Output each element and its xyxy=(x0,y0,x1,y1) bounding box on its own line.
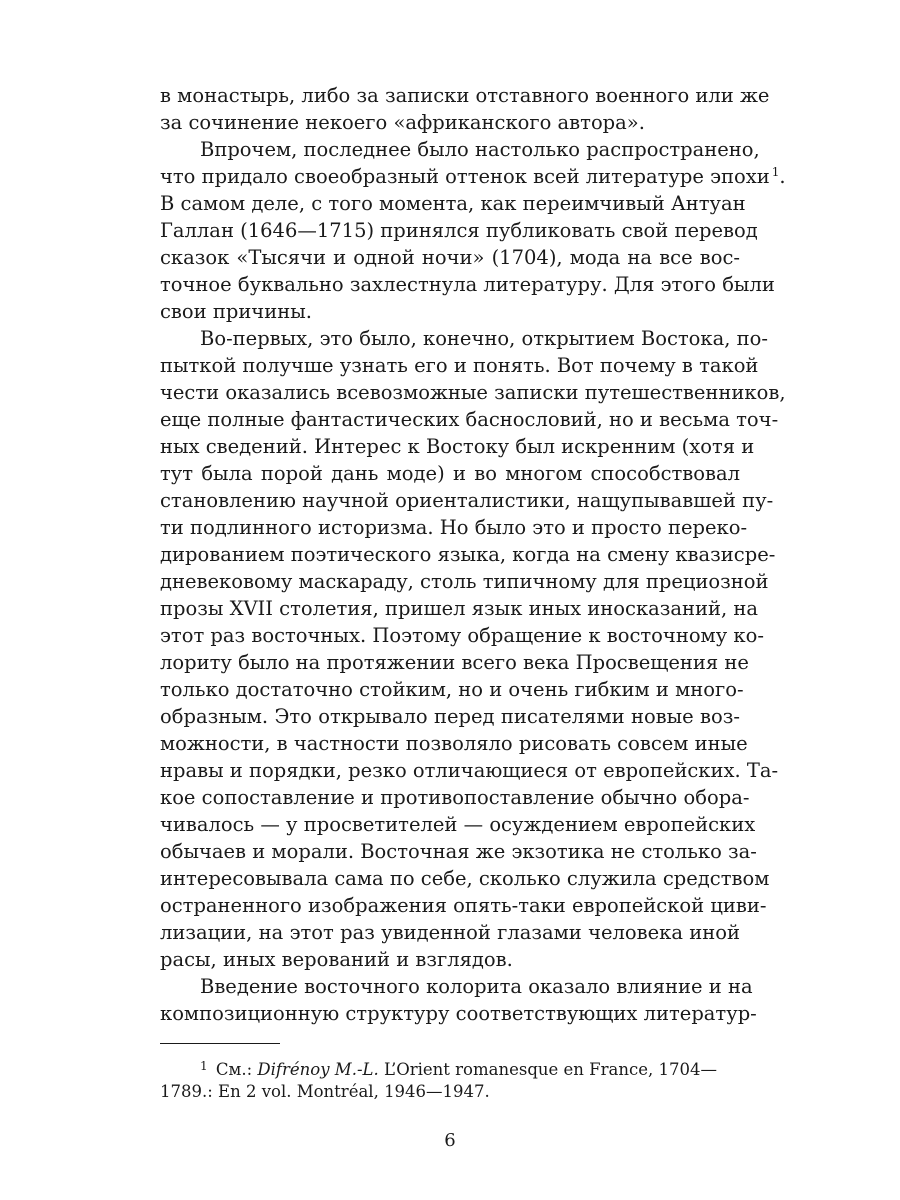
text-line: можности, в частности позволяло рисовать совсем иные xyxy=(160,732,748,755)
text-line: свои причины. xyxy=(160,300,312,323)
text-line-content: что придало своеобразный оттенок всей литературе эпохи xyxy=(160,165,770,188)
footnote-reference: 1 xyxy=(771,165,780,179)
text-line: пыткой получше узнать его и понять. Вот почему в такой xyxy=(160,354,759,377)
text-line: за сочинение некоего «африканского автора». xyxy=(160,111,645,134)
text-line: расы, иных верований и взглядов. xyxy=(160,948,513,971)
text-line: прозы XVII столетия, пришел язык иных иносказаний, на xyxy=(160,597,759,620)
text-line: кое сопоставление и противопоставление обычно обора- xyxy=(160,786,750,809)
text-line: лизации, на этот раз увиденной глазами человека иной xyxy=(160,921,740,944)
text-line: в монастырь, либо за записки отставного военного или же xyxy=(160,84,770,107)
text-line: дневековому маскараду, столь типичному для прециозной xyxy=(160,570,769,593)
page-number: 6 xyxy=(444,1130,456,1151)
text-line: ти подлинного историзма. Но было это и просто переко- xyxy=(160,516,748,539)
body-text xyxy=(160,82,786,1027)
text-line xyxy=(160,163,786,190)
text-line: нравы и порядки, резко отличающиеся от европейских. Та- xyxy=(160,759,779,782)
text-line: обычаев и морали. Восточная же экзотика не столько за- xyxy=(160,840,757,863)
text-line: дированием поэтического языка, когда на смену квазисре- xyxy=(160,543,776,566)
text-line: интересовывала сама по себе, сколько служила средством xyxy=(160,867,770,890)
footnote-line xyxy=(160,1054,740,1079)
footnote-separator xyxy=(160,1043,280,1044)
text-line: композиционную структуру соответствующих литератур- xyxy=(160,1002,757,1025)
text-line: В самом деле, с того момента, как переимчивый Антуан xyxy=(160,192,746,215)
text-line: точное буквально захлестнула литературу. Для этого были xyxy=(160,273,775,296)
footnote-reference-tail: . xyxy=(779,165,786,188)
text-line: еще полные фантастических баснословий, но и весьма точ- xyxy=(160,408,779,431)
text-line: этот раз восточных. Поэтому обращение к восточному ко- xyxy=(160,624,764,647)
text-line: Введение восточного колорита оказало влияние и на xyxy=(200,975,753,998)
text-line: только достаточно стойким, но и очень гибким и много- xyxy=(160,678,744,701)
text-line: остраненного изображения опять-таки европейской циви- xyxy=(160,894,767,917)
footnote-prefix: См.: xyxy=(215,1060,253,1079)
footnote-author: Difrénoy M.-L. xyxy=(257,1060,379,1079)
text-line: Во-первых, это было, конечно, открытием Востока, по- xyxy=(200,327,768,350)
text-line: чивалось — у просветителей — осуждением европейских xyxy=(160,813,756,836)
text-line: Галлан (1646—1715) принялся публиковать свой перевод xyxy=(160,219,758,242)
text-line: сказок «Тысячи и одной ночи» (1704), мода на все вос- xyxy=(160,246,740,269)
footnote-title: L’Orient romanesque en France, 1704— xyxy=(383,1060,717,1079)
text-line: тут была порой дань моде) и во многом способствовал xyxy=(160,462,740,485)
text-line: Впрочем, последнее было настолько распространено, xyxy=(200,138,760,161)
text-line: ных сведений. Интерес к Востоку был искренним (хотя и xyxy=(160,435,755,458)
text-line: чести оказались всевозможные записки путешественников, xyxy=(160,381,786,404)
text-line: лориту было на протяжении всего века Просвещения не xyxy=(160,651,749,674)
text-line: образным. Это открывало перед писателями новые воз- xyxy=(160,705,740,728)
footnote xyxy=(160,1054,740,1104)
footnote-line: 1789.: En 2 vol. Montréal, 1946—1947. xyxy=(160,1082,490,1101)
footnote-marker: 1 xyxy=(200,1059,208,1073)
text-line: становлению научной ориенталистики, нащупывавшей пу- xyxy=(160,489,774,512)
